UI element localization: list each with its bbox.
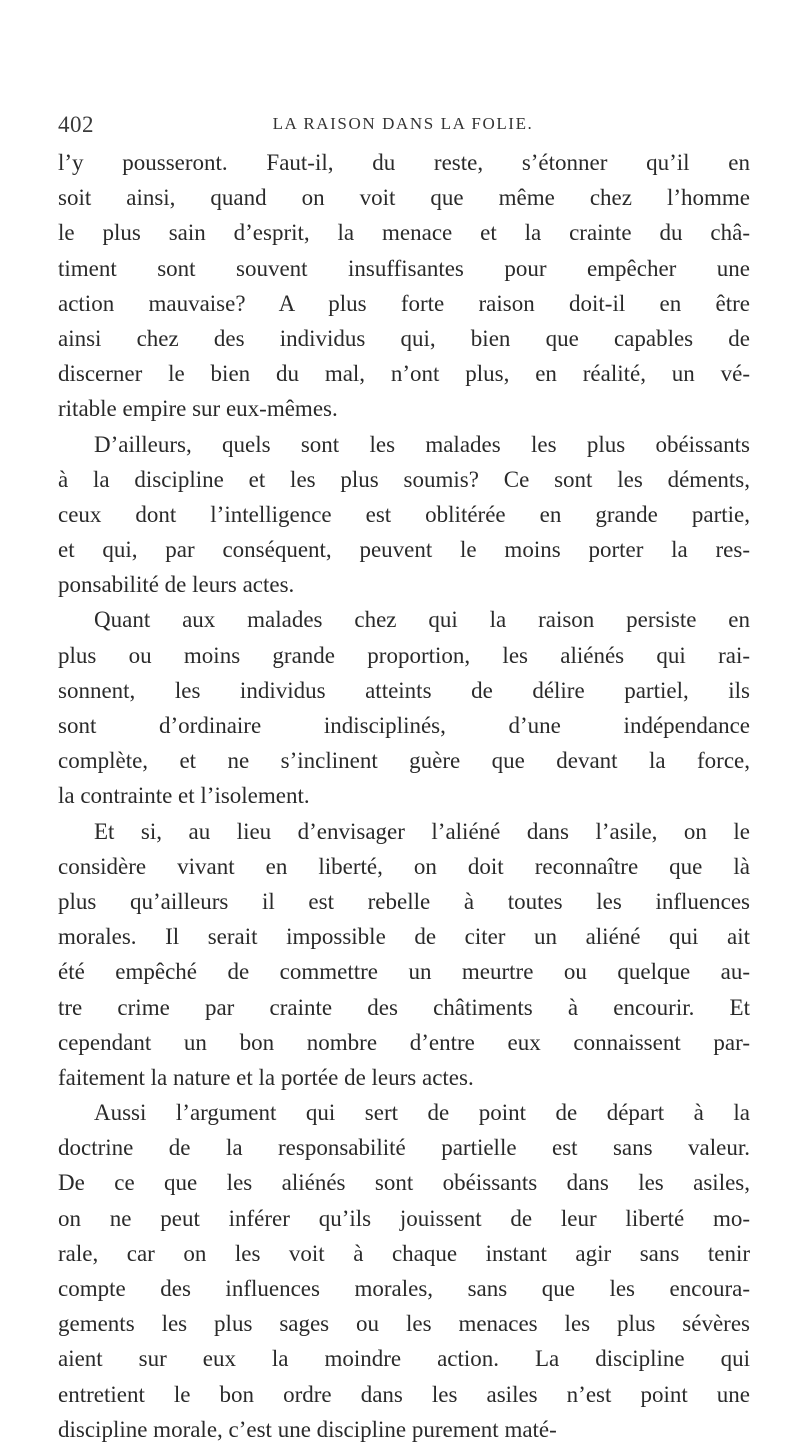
text-line: considère vivant en liberté, on doit reconnaître que là [58, 853, 750, 879]
text-line: tre crime par crainte des châtiments à encourir. Et [58, 994, 750, 1020]
text-line: on ne peut inférer qu’ils jouissent de leur liberté mo- [58, 1205, 750, 1231]
paragraph [58, 814, 750, 1096]
text-line: été empêché de commettre un meurtre ou quelque au- [58, 959, 750, 985]
text-line: gements les plus sages ou les menaces les plus sévères [58, 1311, 750, 1337]
text-line: entretient le bon ordre dans les asiles n’est point une [58, 1381, 750, 1407]
text-line: morales. Il serait impossible de citer un aliéné qui ait [58, 924, 750, 950]
text-line: ainsi chez des individus qui, bien que capables de [58, 325, 750, 351]
text-line: Aussi l’argument qui sert de point de départ à la [94, 1100, 750, 1126]
text-line: Quant aux malades chez qui la raison persiste en [94, 607, 750, 633]
running-title: LA RAISON DANS LA FOLIE. [272, 114, 534, 133]
text-line: sonnent, les individus atteints de délire partiel, ils [58, 677, 750, 703]
paragraph [58, 427, 750, 603]
text-line: complète, et ne s’inclinent guère que devant la force, [58, 748, 750, 774]
text-line: doctrine de la responsabilité partielle est sans valeur. [58, 1135, 750, 1161]
text-line: ritable empire sur eux-mêmes. [58, 396, 338, 422]
paragraph [58, 145, 750, 427]
text-line: D’ailleurs, quels sont les malades les plus obéissants [94, 431, 750, 457]
text-line: discipline morale, c’est une discipline purement maté- [58, 1416, 557, 1442]
text-line: sont d’ordinaire indisciplinés, d’une indépendance [58, 713, 750, 738]
text-line: discerner le bien du mal, n’ont plus, en réalité, un vé- [58, 361, 750, 387]
text-line: action mauvaise? A plus forte raison doit-il en être [58, 290, 750, 316]
text-line: ponsabilité de leurs actes. [58, 572, 295, 598]
text-line: aient sur eux la moindre action. La discipline qui [58, 1346, 750, 1372]
body-text [58, 145, 750, 1447]
text-line: cependant un bon nombre d’entre eux connaissent par- [58, 1029, 750, 1055]
text-line: compte des influences morales, sans que les encoura- [58, 1276, 750, 1301]
text-line: le plus sain d’esprit, la menace et la crainte du châ- [58, 220, 750, 246]
text-line: à la discipline et les plus soumis? Ce sont les déments, [58, 466, 750, 492]
text-line: soit ainsi, quand on voit que même chez l’homme [58, 185, 750, 211]
text-line: timent sont souvent insuffisantes pour empêcher une [58, 255, 750, 281]
text-line: rale, car on les voit à chaque instant agir sans tenir [58, 1240, 750, 1266]
page-number: 402 [58, 112, 94, 137]
paragraph [58, 1095, 750, 1447]
paragraph [58, 602, 750, 813]
text-line: De ce que les aliénés sont obéissants dans les asiles, [58, 1170, 750, 1196]
text-line: plus qu’ailleurs il est rebelle à toutes les influences [58, 888, 750, 914]
text-line: et qui, par conséquent, peuvent le moins porter la res- [58, 537, 750, 563]
text-line: l’y pousseront. Faut-il, du reste, s’étonner qu’il en [58, 150, 750, 175]
text-line: plus ou moins grande proportion, les aliénés qui rai- [58, 642, 750, 668]
text-line: ceux dont l’intelligence est oblitérée en grande partie, [58, 501, 750, 527]
text-line: la contrainte et l’isolement. [58, 783, 310, 809]
running-head [58, 112, 748, 142]
text-line: Et si, au lieu d’envisager l’aliéné dans l’asile, on le [94, 818, 750, 844]
text-line: faitement la nature et la portée de leurs actes. [58, 1064, 474, 1090]
